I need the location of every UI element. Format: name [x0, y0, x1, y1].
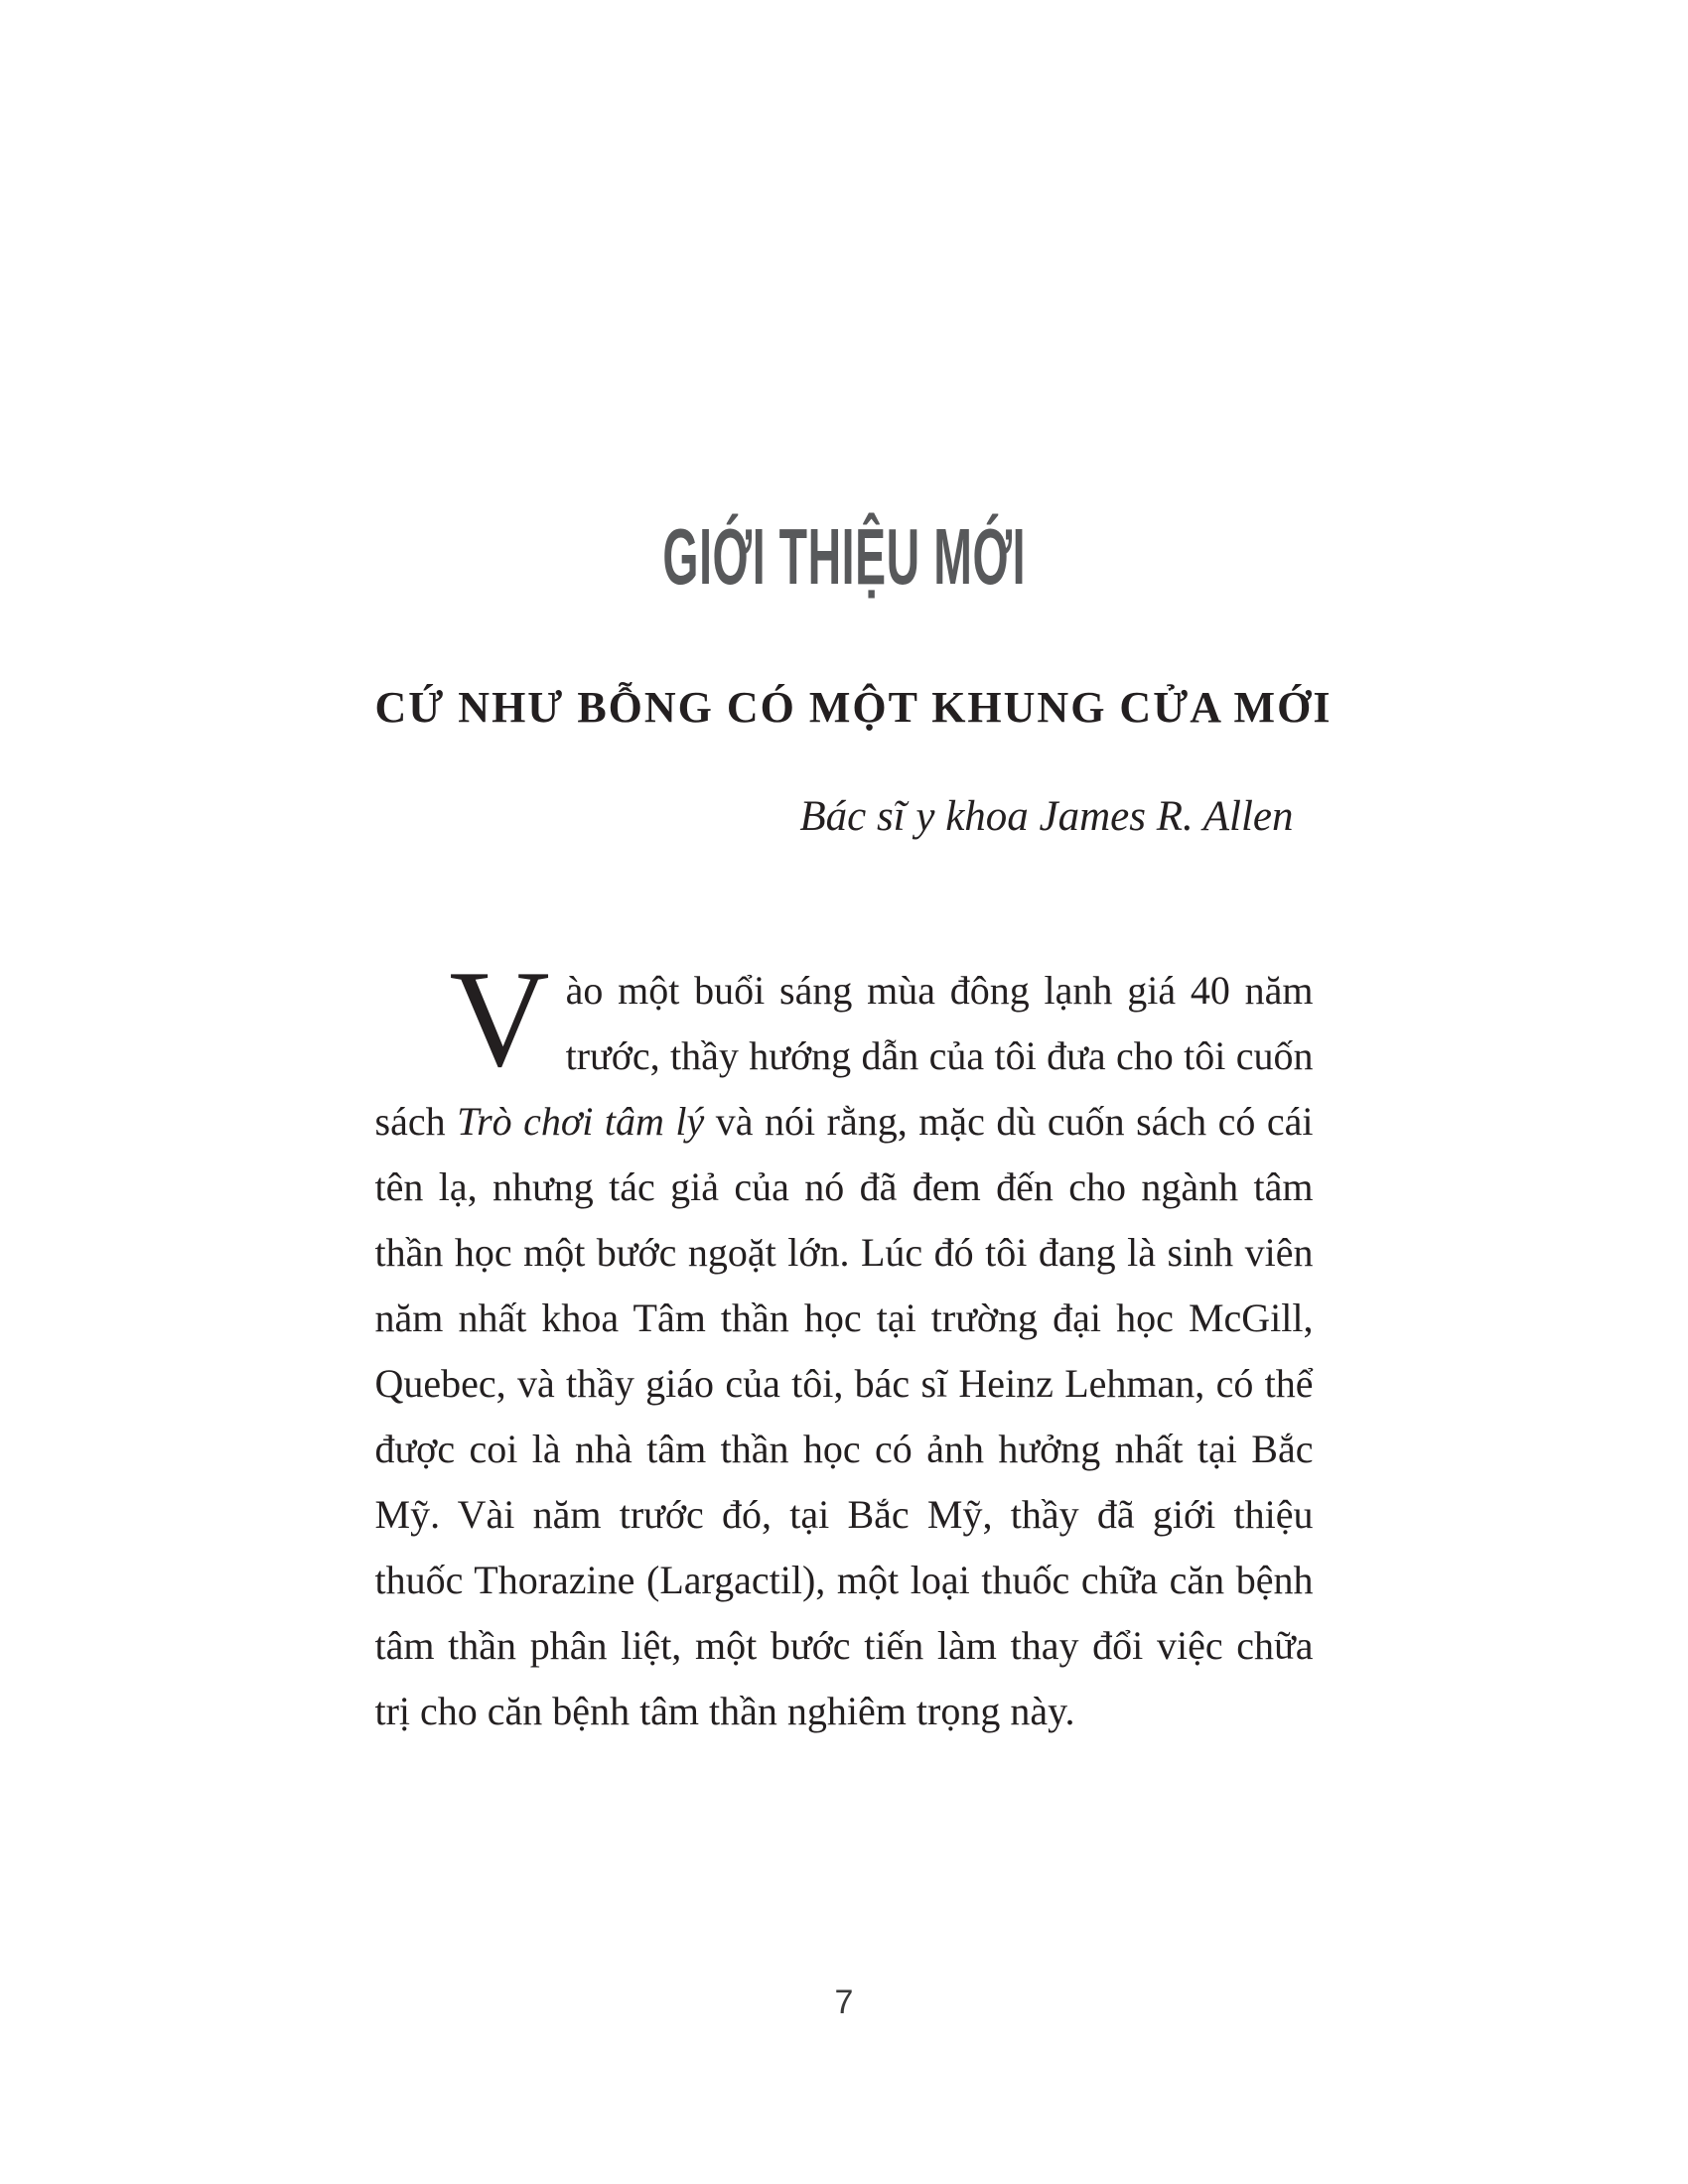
- drop-cap: V: [449, 942, 550, 1096]
- page-number: 7: [834, 1983, 854, 2021]
- paragraph-text-before-italic: ào một buổi sáng mùa đông lạnh giá 40 năm trước, thầy hướng dẫn của tôi đưa cho tôi cuốn sách: [374, 968, 1314, 1144]
- paragraph-text-after-italic: và nói rằng, mặc dù cuốn sách có cái tên lạ, nhưng tác giả của nó đã đem đến cho ngành tâm thần học một bước ngoặt lớn. Lúc đó tôi đang là sinh viên năm nhất khoa Tâm thần học tại trường đại học McGill, Quebec, và thầy giáo của tôi, bác sĩ Heinz Lehman, có thể được coi là nhà tâm thần học có ảnh hưởng nhất tại Bắc Mỹ. Vài năm trước đó, tại Bắc Mỹ, thầy đã giới thiệu thuốc Thorazine (Largactil), một loại thuốc chữa căn bệnh tâm thần phân liệt, một bước tiến làm thay đổi việc chữa trị cho căn bệnh tâm thần nghiêm trọng này.: [374, 1099, 1314, 1733]
- section-title: CỨ NHƯ BỖNG CÓ MỘT KHUNG CỬA MỚI: [374, 683, 1333, 732]
- paragraph: [374, 942, 1314, 1744]
- chapter-title: [375, 511, 1314, 603]
- text-column: [374, 511, 1333, 1744]
- author-line: Bác sĩ y khoa James R. Allen: [799, 793, 1294, 840]
- book-title-italic: Trò chơi tâm lý: [457, 1099, 705, 1144]
- chapter-title-text: GIỚI THIỆU MỚI: [662, 512, 1026, 601]
